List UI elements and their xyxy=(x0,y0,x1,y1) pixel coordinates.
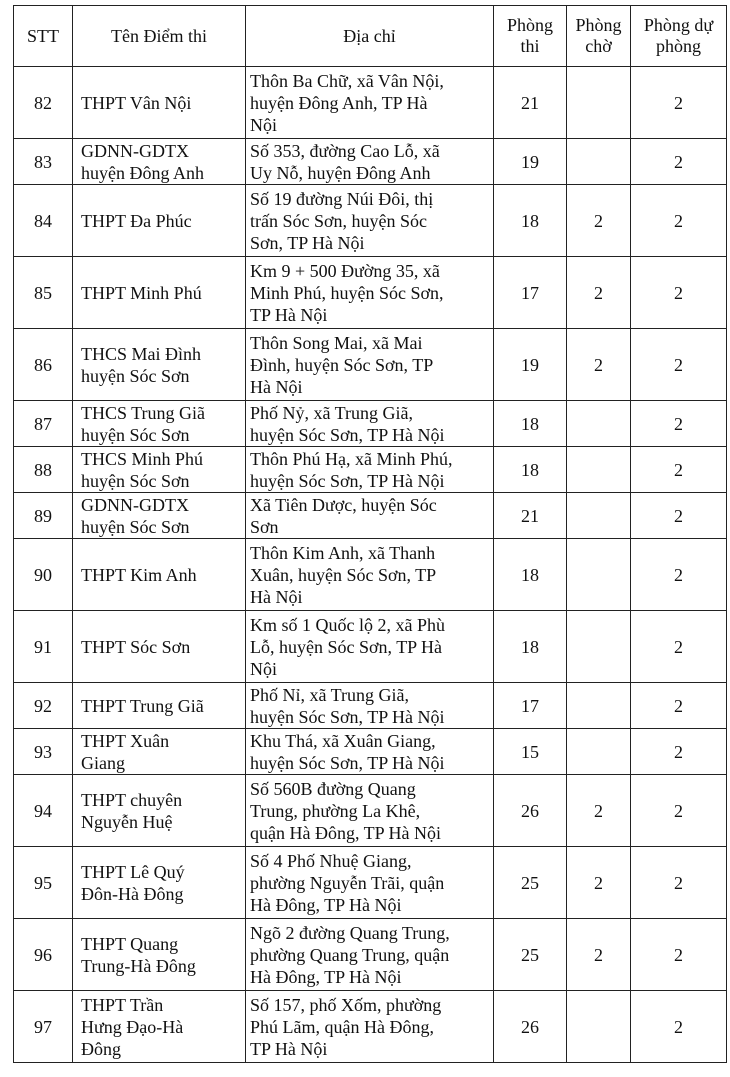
table-header xyxy=(14,6,727,67)
row-stt: 88 xyxy=(14,447,73,493)
row-stt: 94 xyxy=(14,775,73,847)
row-reserve-rooms: 2 xyxy=(631,919,727,991)
row-site-name: THPT Xuân Giang xyxy=(73,729,246,775)
row-exam-rooms: 18 xyxy=(494,611,567,683)
row-reserve-rooms: 2 xyxy=(631,493,727,539)
table-row xyxy=(14,493,727,539)
row-site-name: THCS Minh Phú huyện Sóc Sơn xyxy=(73,447,246,493)
row-stt: 97 xyxy=(14,991,73,1063)
row-waiting-rooms xyxy=(567,67,631,139)
row-address: Khu Thá, xã Xuân Giang, huyện Sóc Sơn, TP Hà Nội xyxy=(246,729,494,775)
row-waiting-rooms xyxy=(567,493,631,539)
header-waiting-rooms-label: Phòng chờ xyxy=(575,15,622,56)
row-address: Thôn Song Mai, xã Mai Đình, huyện Sóc Sơn, TP Hà Nội xyxy=(246,329,494,401)
row-exam-rooms: 25 xyxy=(494,919,567,991)
row-stt: 85 xyxy=(14,257,73,329)
table-row xyxy=(14,67,727,139)
row-exam-rooms: 18 xyxy=(494,401,567,447)
row-stt: 93 xyxy=(14,729,73,775)
row-address: Số 19 đường Núi Đôi, thị trấn Sóc Sơn, huyện Sóc Sơn, TP Hà Nội xyxy=(246,185,494,257)
row-waiting-rooms xyxy=(567,447,631,493)
table-row xyxy=(14,185,727,257)
row-reserve-rooms: 2 xyxy=(631,329,727,401)
row-site-name: THPT Trung Giã xyxy=(73,683,246,729)
header-waiting-rooms xyxy=(567,6,631,67)
row-stt: 84 xyxy=(14,185,73,257)
row-waiting-rooms: 2 xyxy=(567,775,631,847)
row-address: Số 157, phố Xốm, phường Phú Lãm, quận Hà Đông, TP Hà Nội xyxy=(246,991,494,1063)
exam-sites-table xyxy=(13,5,727,1063)
row-stt: 86 xyxy=(14,329,73,401)
row-exam-rooms: 15 xyxy=(494,729,567,775)
row-site-name: THPT Minh Phú xyxy=(73,257,246,329)
row-address: Km số 1 Quốc lộ 2, xã Phù Lỗ, huyện Sóc Sơn, TP Hà Nội xyxy=(246,611,494,683)
header-stt: STT xyxy=(14,6,73,67)
row-waiting-rooms xyxy=(567,991,631,1063)
row-address: Số 560B đường Quang Trung, phường La Khê, quận Hà Đông, TP Hà Nội xyxy=(246,775,494,847)
row-stt: 83 xyxy=(14,139,73,185)
row-stt: 87 xyxy=(14,401,73,447)
row-waiting-rooms: 2 xyxy=(567,847,631,919)
row-site-name: THPT Vân Nội xyxy=(73,67,246,139)
row-address: Xã Tiên Dược, huyện Sóc Sơn xyxy=(246,493,494,539)
header-exam-rooms-label: Phòng thi xyxy=(506,15,553,56)
row-address: Phố Nỷ, xã Trung Giã, huyện Sóc Sơn, TP Hà Nội xyxy=(246,401,494,447)
row-exam-rooms: 25 xyxy=(494,847,567,919)
row-exam-rooms: 18 xyxy=(494,539,567,611)
row-site-name: THPT chuyên Nguyễn Huệ xyxy=(73,775,246,847)
row-exam-rooms: 19 xyxy=(494,139,567,185)
row-waiting-rooms xyxy=(567,139,631,185)
row-waiting-rooms xyxy=(567,401,631,447)
row-site-name: THPT Quang Trung-Hà Đông xyxy=(73,919,246,991)
row-exam-rooms: 18 xyxy=(494,447,567,493)
header-reserve-rooms-label: Phòng dự phòng xyxy=(643,15,714,56)
row-stt: 92 xyxy=(14,683,73,729)
row-exam-rooms: 26 xyxy=(494,775,567,847)
row-address: Ngõ 2 đường Quang Trung, phường Quang Trung, quận Hà Đông, TP Hà Nội xyxy=(246,919,494,991)
row-address: Số 4 Phố Nhuệ Giang, phường Nguyễn Trãi, quận Hà Đông, TP Hà Nội xyxy=(246,847,494,919)
row-stt: 91 xyxy=(14,611,73,683)
row-stt: 82 xyxy=(14,67,73,139)
row-site-name: THPT Đa Phúc xyxy=(73,185,246,257)
row-site-name: GDNN-GDTX huyện Sóc Sơn xyxy=(73,493,246,539)
row-site-name: THPT Lê Quý Đôn-Hà Đông xyxy=(73,847,246,919)
row-reserve-rooms: 2 xyxy=(631,611,727,683)
row-address: Km 9 + 500 Đường 35, xã Minh Phú, huyện Sóc Sơn, TP Hà Nội xyxy=(246,257,494,329)
table-row xyxy=(14,401,727,447)
row-waiting-rooms xyxy=(567,729,631,775)
row-reserve-rooms: 2 xyxy=(631,539,727,611)
row-reserve-rooms: 2 xyxy=(631,139,727,185)
table-row xyxy=(14,729,727,775)
table-row xyxy=(14,139,727,185)
row-waiting-rooms: 2 xyxy=(567,185,631,257)
row-reserve-rooms: 2 xyxy=(631,257,727,329)
header-exam-rooms xyxy=(494,6,567,67)
table-row xyxy=(14,329,727,401)
row-waiting-rooms xyxy=(567,539,631,611)
row-stt: 96 xyxy=(14,919,73,991)
table-row xyxy=(14,611,727,683)
header-reserve-rooms xyxy=(631,6,727,67)
row-waiting-rooms: 2 xyxy=(567,329,631,401)
row-reserve-rooms: 2 xyxy=(631,185,727,257)
row-stt: 90 xyxy=(14,539,73,611)
row-reserve-rooms: 2 xyxy=(631,67,727,139)
row-reserve-rooms: 2 xyxy=(631,447,727,493)
row-reserve-rooms: 2 xyxy=(631,991,727,1063)
row-waiting-rooms xyxy=(567,683,631,729)
row-address: Số 353, đường Cao Lỗ, xã Uy Nỗ, huyện Đông Anh xyxy=(246,139,494,185)
row-exam-rooms: 26 xyxy=(494,991,567,1063)
row-site-name: THCS Trung Giã huyện Sóc Sơn xyxy=(73,401,246,447)
table-row xyxy=(14,775,727,847)
table-row xyxy=(14,847,727,919)
row-exam-rooms: 17 xyxy=(494,257,567,329)
table-body xyxy=(14,67,727,1063)
row-exam-rooms: 18 xyxy=(494,185,567,257)
row-reserve-rooms: 2 xyxy=(631,729,727,775)
header-row xyxy=(14,6,727,67)
row-reserve-rooms: 2 xyxy=(631,683,727,729)
header-site-name: Tên Điểm thi xyxy=(73,6,246,67)
table-row xyxy=(14,447,727,493)
row-waiting-rooms: 2 xyxy=(567,919,631,991)
row-reserve-rooms: 2 xyxy=(631,401,727,447)
row-exam-rooms: 21 xyxy=(494,67,567,139)
table-row xyxy=(14,919,727,991)
row-address: Thôn Kim Anh, xã Thanh Xuân, huyện Sóc Sơn, TP Hà Nội xyxy=(246,539,494,611)
row-exam-rooms: 17 xyxy=(494,683,567,729)
row-reserve-rooms: 2 xyxy=(631,847,727,919)
row-address: Thôn Phú Hạ, xã Minh Phú, huyện Sóc Sơn, TP Hà Nội xyxy=(246,447,494,493)
table-row xyxy=(14,683,727,729)
header-address: Địa chỉ xyxy=(246,6,494,67)
row-address: Phố Nỉ, xã Trung Giã, huyện Sóc Sơn, TP Hà Nội xyxy=(246,683,494,729)
row-stt: 95 xyxy=(14,847,73,919)
table-row xyxy=(14,991,727,1063)
table-row xyxy=(14,257,727,329)
row-site-name: THPT Kim Anh xyxy=(73,539,246,611)
row-waiting-rooms xyxy=(567,611,631,683)
row-exam-rooms: 19 xyxy=(494,329,567,401)
row-site-name: GDNN-GDTX huyện Đông Anh xyxy=(73,139,246,185)
row-stt: 89 xyxy=(14,493,73,539)
row-reserve-rooms: 2 xyxy=(631,775,727,847)
row-address: Thôn Ba Chữ, xã Vân Nội, huyện Đông Anh, TP Hà Nội xyxy=(246,67,494,139)
row-waiting-rooms: 2 xyxy=(567,257,631,329)
row-exam-rooms: 21 xyxy=(494,493,567,539)
row-site-name: THPT Sóc Sơn xyxy=(73,611,246,683)
row-site-name: THPT Trần Hưng Đạo-Hà Đông xyxy=(73,991,246,1063)
table-row xyxy=(14,539,727,611)
row-site-name: THCS Mai Đình huyện Sóc Sơn xyxy=(73,329,246,401)
